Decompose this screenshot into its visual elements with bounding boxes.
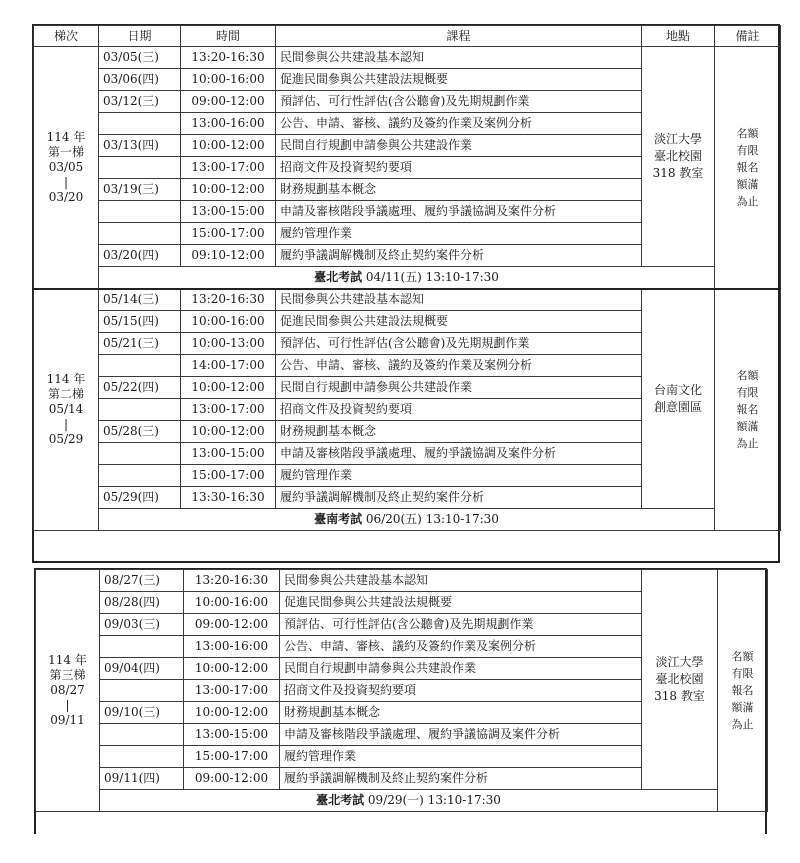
time-cell: 10:00-12:00 [181, 421, 276, 443]
course-cell: 招商文件及投資契約要項 [276, 399, 642, 421]
date-cell [99, 465, 181, 487]
note-cell [715, 47, 781, 289]
date-cell: 09/10(三) [100, 702, 184, 724]
date-cell: 09/04(四) [100, 658, 184, 680]
exam-label: 臺北考試 [314, 269, 363, 284]
table-row [34, 47, 781, 69]
exam-cell [99, 267, 715, 289]
date-cell: 05/14(三) [99, 289, 181, 311]
course-cell: 履約管理作業 [276, 465, 642, 487]
date-cell [99, 201, 181, 223]
time-cell: 13:20-16:30 [181, 47, 276, 69]
exam-row [34, 267, 781, 289]
note-line: 額滿 [731, 701, 754, 714]
time-cell: 13:00-16:00 [181, 113, 276, 135]
time-cell: 10:00-12:00 [181, 135, 276, 157]
exam-value: 09/29(一) 13:10-17:30 [367, 793, 501, 807]
note-line: 有限 [731, 667, 754, 680]
time-cell: 10:00-16:00 [181, 311, 276, 333]
venue-line: 創意園區 [653, 399, 702, 414]
time-cell: 10:00-13:00 [181, 333, 276, 355]
date-cell [100, 636, 184, 658]
time-cell: 13:20-16:30 [181, 289, 276, 311]
course-cell: 公告、申請、審核、議約及簽約作業及案例分析 [280, 636, 642, 658]
date-cell [99, 223, 181, 245]
header-course: 課程 [276, 26, 642, 47]
course-cell: 履約爭議調解機制及終止契約案件分析 [280, 768, 642, 790]
term-label-line: 08/27 [50, 683, 85, 697]
time-cell: 09:00-12:00 [181, 91, 276, 113]
header-row [34, 26, 781, 47]
note-line: 名額 [736, 369, 759, 383]
venue-line: 318 教室 [654, 689, 705, 703]
note-line: 報名 [736, 160, 759, 174]
time-cell: 10:00-12:00 [181, 179, 276, 201]
date-cell: 03/12(三) [99, 91, 181, 113]
note-line: 額滿 [736, 420, 759, 434]
time-cell: 13:00-15:00 [181, 443, 276, 465]
date-cell [100, 746, 184, 768]
venue-line: 318 教室 [652, 166, 704, 180]
term-cell [34, 289, 99, 531]
venue-cell [642, 47, 715, 267]
course-cell: 預評估、可行性評估(含公聽會)及先期規劃作業 [276, 91, 642, 113]
time-cell: 14:00-17:00 [181, 355, 276, 377]
exam-cell [99, 509, 715, 531]
note-line: 報名 [731, 684, 754, 697]
course-cell: 民間自行規劃申請參與公共建設作業 [280, 658, 642, 680]
note-cell [715, 289, 781, 531]
exam-value: 04/11(五) 13:10-17:30 [365, 269, 499, 284]
date-cell [99, 355, 181, 377]
date-cell [99, 157, 181, 179]
course-cell: 預評估、可行性評估(含公聽會)及先期規劃作業 [280, 614, 642, 636]
date-cell: 03/20(四) [99, 245, 181, 267]
venue-line: 臺北校園 [653, 149, 702, 163]
header-time: 時間 [181, 26, 276, 47]
date-cell: 05/22(四) [99, 377, 181, 399]
course-cell: 預評估、可行性評估(含公聽會)及先期規劃作業 [276, 333, 642, 355]
time-cell: 13:00-17:00 [181, 399, 276, 421]
date-cell [100, 680, 184, 702]
term-label-line: | [65, 698, 70, 712]
course-cell: 申請及審核階段爭議處理、履約爭議協調及案件分析 [276, 201, 642, 223]
exam-row [34, 509, 781, 531]
term-cell [34, 47, 99, 289]
date-cell: 05/28(三) [99, 421, 181, 443]
time-cell: 13:00-17:00 [181, 157, 276, 179]
note-line: 為止 [736, 437, 759, 451]
schedule-table-term-3 [35, 569, 768, 812]
date-cell: 09/11(四) [100, 768, 184, 790]
date-cell: 08/27(三) [100, 570, 184, 592]
note-line: 名額 [736, 126, 759, 140]
header-venue: 地點 [642, 26, 715, 47]
venue-line: 淡江大學 [655, 655, 704, 669]
term-label-line: 114 年 [48, 653, 87, 667]
date-cell [99, 443, 181, 465]
term-label-line: 114 年 [46, 129, 86, 144]
term-label-line: 03/20 [48, 189, 84, 204]
time-cell: 09:00-12:00 [184, 614, 280, 636]
venue-line: 淡江大學 [653, 132, 702, 146]
course-cell: 財務規劃基本概念 [276, 179, 642, 201]
header-date: 日期 [99, 26, 181, 47]
time-cell: 13:00-17:00 [184, 680, 280, 702]
time-cell: 13:00-15:00 [184, 724, 280, 746]
time-cell: 15:00-17:00 [181, 223, 276, 245]
term-label-line: 第三梯 [49, 668, 86, 682]
term-label-line: 第二梯 [47, 387, 84, 402]
course-cell: 財務規劃基本概念 [276, 421, 642, 443]
venue-cell [642, 570, 718, 790]
date-cell [99, 399, 181, 421]
course-cell: 促進民間參與公共建設法規概要 [276, 69, 642, 91]
time-cell: 13:00-16:00 [184, 636, 280, 658]
term-label-line: 05/29 [48, 432, 84, 447]
term-label-line: 09/11 [50, 713, 85, 727]
table-row [34, 289, 781, 311]
date-cell: 05/15(四) [99, 311, 181, 333]
course-cell: 民間自行規劃申請參與公共建設作業 [276, 377, 642, 399]
date-cell: 05/21(三) [99, 333, 181, 355]
exam-value: 06/20(五) 13:10-17:30 [365, 512, 499, 526]
date-cell: 03/06(四) [99, 69, 181, 91]
note-line: 有限 [736, 143, 759, 157]
term-label-line: 第一梯 [47, 144, 84, 159]
date-cell [99, 113, 181, 135]
course-cell: 履約爭議調解機制及終止契約案件分析 [276, 487, 642, 509]
note-cell [718, 570, 768, 812]
course-cell: 民間參與公共建設基本認知 [276, 47, 642, 69]
header-note: 備註 [715, 26, 781, 47]
note-line: 額滿 [736, 177, 759, 191]
time-cell: 10:00-16:00 [181, 69, 276, 91]
exam-cell [100, 790, 718, 812]
time-cell: 09:10-12:00 [181, 245, 276, 267]
header-term: 梯次 [34, 26, 99, 47]
term-cell [36, 570, 100, 812]
course-cell: 履約爭議調解機制及終止契約案件分析 [276, 245, 642, 267]
date-cell: 03/05(三) [99, 47, 181, 69]
term-label-line: | [63, 417, 69, 432]
date-cell [100, 724, 184, 746]
course-cell: 招商文件及投資契約要項 [280, 680, 642, 702]
time-cell: 15:00-17:00 [181, 465, 276, 487]
time-cell: 13:00-15:00 [181, 201, 276, 223]
note-line: 為止 [731, 718, 754, 731]
course-cell: 公告、申請、審核、議約及簽約作業及案例分析 [276, 113, 642, 135]
date-cell: 03/19(三) [99, 179, 181, 201]
course-cell: 招商文件及投資契約要項 [276, 157, 642, 179]
course-cell: 促進民間參與公共建設法規概要 [276, 311, 642, 333]
time-cell: 10:00-16:00 [184, 592, 280, 614]
course-cell: 民間參與公共建設基本認知 [280, 570, 642, 592]
schedule-body-top [34, 47, 781, 531]
date-cell: 03/13(四) [99, 135, 181, 157]
term-label-line: 114 年 [46, 372, 86, 387]
note-line: 有限 [736, 386, 759, 400]
course-cell: 申請及審核階段爭議處理、履約爭議協調及案件分析 [280, 724, 642, 746]
note-line: 為止 [736, 194, 759, 208]
course-cell: 促進民間參與公共建設法規概要 [280, 592, 642, 614]
time-cell: 15:00-17:00 [184, 746, 280, 768]
course-cell: 公告、申請、審核、議約及簽約作業及案例分析 [276, 355, 642, 377]
time-cell: 10:00-12:00 [184, 702, 280, 724]
schedule-body-bottom [36, 570, 768, 812]
course-cell: 申請及審核階段爭議處理、履約爭議協調及案件分析 [276, 443, 642, 465]
time-cell: 10:00-12:00 [184, 658, 280, 680]
time-cell: 13:30-16:30 [181, 487, 276, 509]
venue-cell [642, 289, 715, 509]
term-label-line: | [63, 174, 69, 189]
note-line: 報名 [736, 403, 759, 417]
table-row [36, 570, 768, 592]
term-label-line: 05/14 [48, 402, 84, 417]
time-cell: 09:00-12:00 [184, 768, 280, 790]
date-cell: 08/28(四) [100, 592, 184, 614]
course-cell: 民間參與公共建設基本認知 [276, 289, 642, 311]
date-cell: 09/03(三) [100, 614, 184, 636]
term-label-line: 03/05 [48, 159, 84, 174]
date-cell: 05/29(四) [99, 487, 181, 509]
venue-line: 臺北校園 [655, 672, 704, 686]
time-cell: 10:00-12:00 [181, 377, 276, 399]
note-line: 名額 [731, 650, 754, 663]
course-cell: 財務規劃基本概念 [280, 702, 642, 724]
exam-label: 臺南考試 [314, 512, 363, 526]
exam-row [36, 790, 768, 812]
schedule-table-terms-1-2 [33, 25, 781, 531]
course-cell: 履約管理作業 [280, 746, 642, 768]
exam-label: 臺北考試 [316, 793, 365, 807]
venue-line: 台南文化 [653, 382, 702, 397]
time-cell: 13:20-16:30 [184, 570, 280, 592]
course-cell: 民間自行規劃申請參與公共建設作業 [276, 135, 642, 157]
course-cell: 履約管理作業 [276, 223, 642, 245]
